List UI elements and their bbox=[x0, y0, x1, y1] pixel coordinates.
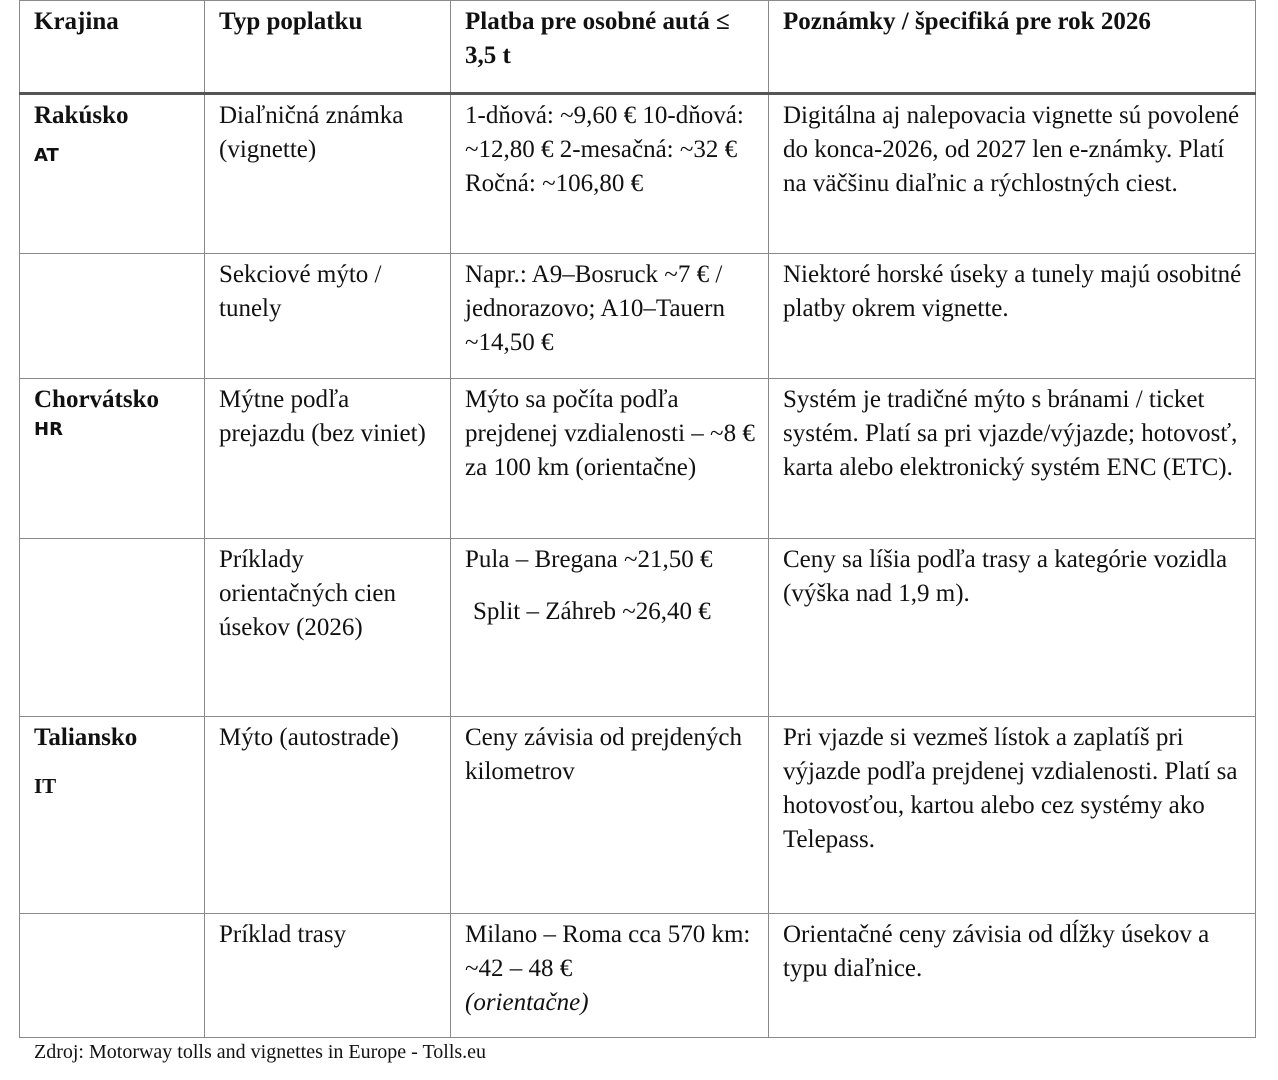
payment-line: Split – Záhreb ~26,40 € bbox=[473, 598, 711, 625]
toll-table bbox=[19, 0, 1256, 1038]
payment-cell bbox=[451, 914, 769, 1038]
table-row bbox=[20, 254, 1256, 379]
country-cell-empty bbox=[20, 254, 205, 379]
payment-cell bbox=[451, 539, 769, 717]
type-cell: Sekciové mýto / tunely bbox=[205, 254, 451, 379]
table-row bbox=[20, 914, 1256, 1038]
notes-cell: Niektoré horské úseky a tunely majú osobitné platby okrem vignette. bbox=[769, 254, 1256, 379]
country-cell bbox=[20, 717, 205, 914]
country-cell-empty bbox=[20, 539, 205, 717]
payment-cell: 1-dňová: ~9,60 € 10-dňová: ~12,80 € 2-mesačná: ~32 € Ročná: ~106,80 € bbox=[451, 94, 769, 254]
country-cell bbox=[20, 379, 205, 539]
table-row bbox=[20, 379, 1256, 539]
country-code: AT bbox=[34, 145, 59, 166]
header-country: Krajina bbox=[20, 1, 205, 94]
country-code: IT bbox=[34, 774, 57, 798]
country-cell bbox=[20, 94, 205, 254]
country-code: HR bbox=[34, 419, 63, 440]
type-cell: Príklady orientačných cien úsekov (2026) bbox=[205, 539, 451, 717]
notes-cell: Systém je tradičné mýto s bránami / ticket systém. Platí sa pri vjazde/výjazde; hotovosť, karta alebo elektronický systém ENC (ETC). bbox=[769, 379, 1256, 539]
notes-cell: Pri vjazde si vezmeš lístok a zaplatíš pri výjazde podľa prejdenej vzdialenosti. Platí sa hotovosťou, kartou alebo cez systémy ako Telepass. bbox=[769, 717, 1256, 914]
payment-cell: Ceny závisia od prejdených kilometrov bbox=[451, 717, 769, 914]
type-cell: Mýto (autostrade) bbox=[205, 717, 451, 914]
country-cell-empty bbox=[20, 914, 205, 1038]
header-payment: Platba pre osobné autá ≤ 3,5 t bbox=[451, 1, 769, 94]
table-header-row bbox=[20, 1, 1256, 94]
payment-cell: Mýto sa počíta podľa prejdenej vzdialenosti – ~8 € za 100 km (orientačne) bbox=[451, 379, 769, 539]
table-row bbox=[20, 539, 1256, 717]
country-name: Chorvátsko bbox=[34, 386, 160, 413]
type-cell: Mýtne podľa prejazdu (bez viniet) bbox=[205, 379, 451, 539]
country-name: Rakúsko bbox=[34, 102, 129, 129]
payment-note: (orientačne) bbox=[465, 989, 589, 1016]
payment-cell: Napr.: A9–Bosruck ~7 € / jednorazovo; A10–Tauern ~14,50 € bbox=[451, 254, 769, 379]
table-row bbox=[20, 717, 1256, 914]
type-cell: Diaľničná známka (vignette) bbox=[205, 94, 451, 254]
table-row bbox=[20, 94, 1256, 254]
notes-cell: Orientačné ceny závisia od dĺžky úsekov a typu diaľnice. bbox=[769, 914, 1256, 1038]
source-caption: Zdroj: Motorway tolls and vignettes in Europe - Tolls.eu bbox=[34, 1041, 487, 1063]
notes-cell: Digitálna aj nalepovacia vignette sú povolené do konca-2026, od 2027 len e-známky. Platí na väčšinu diaľnic a rýchlostných ciest. bbox=[769, 94, 1256, 254]
type-cell: Príklad trasy bbox=[205, 914, 451, 1038]
header-type: Typ poplatku bbox=[205, 1, 451, 94]
notes-cell: Ceny sa líšia podľa trasy a kategórie vozidla (výška nad 1,9 m). bbox=[769, 539, 1256, 717]
country-name: Taliansko bbox=[34, 724, 138, 751]
header-notes: Poznámky / špecifiká pre rok 2026 bbox=[769, 1, 1256, 94]
payment-line: Pula – Bregana ~21,50 € bbox=[465, 546, 713, 573]
payment-line: Milano – Roma cca 570 km: ~42 – 48 € bbox=[465, 921, 751, 982]
